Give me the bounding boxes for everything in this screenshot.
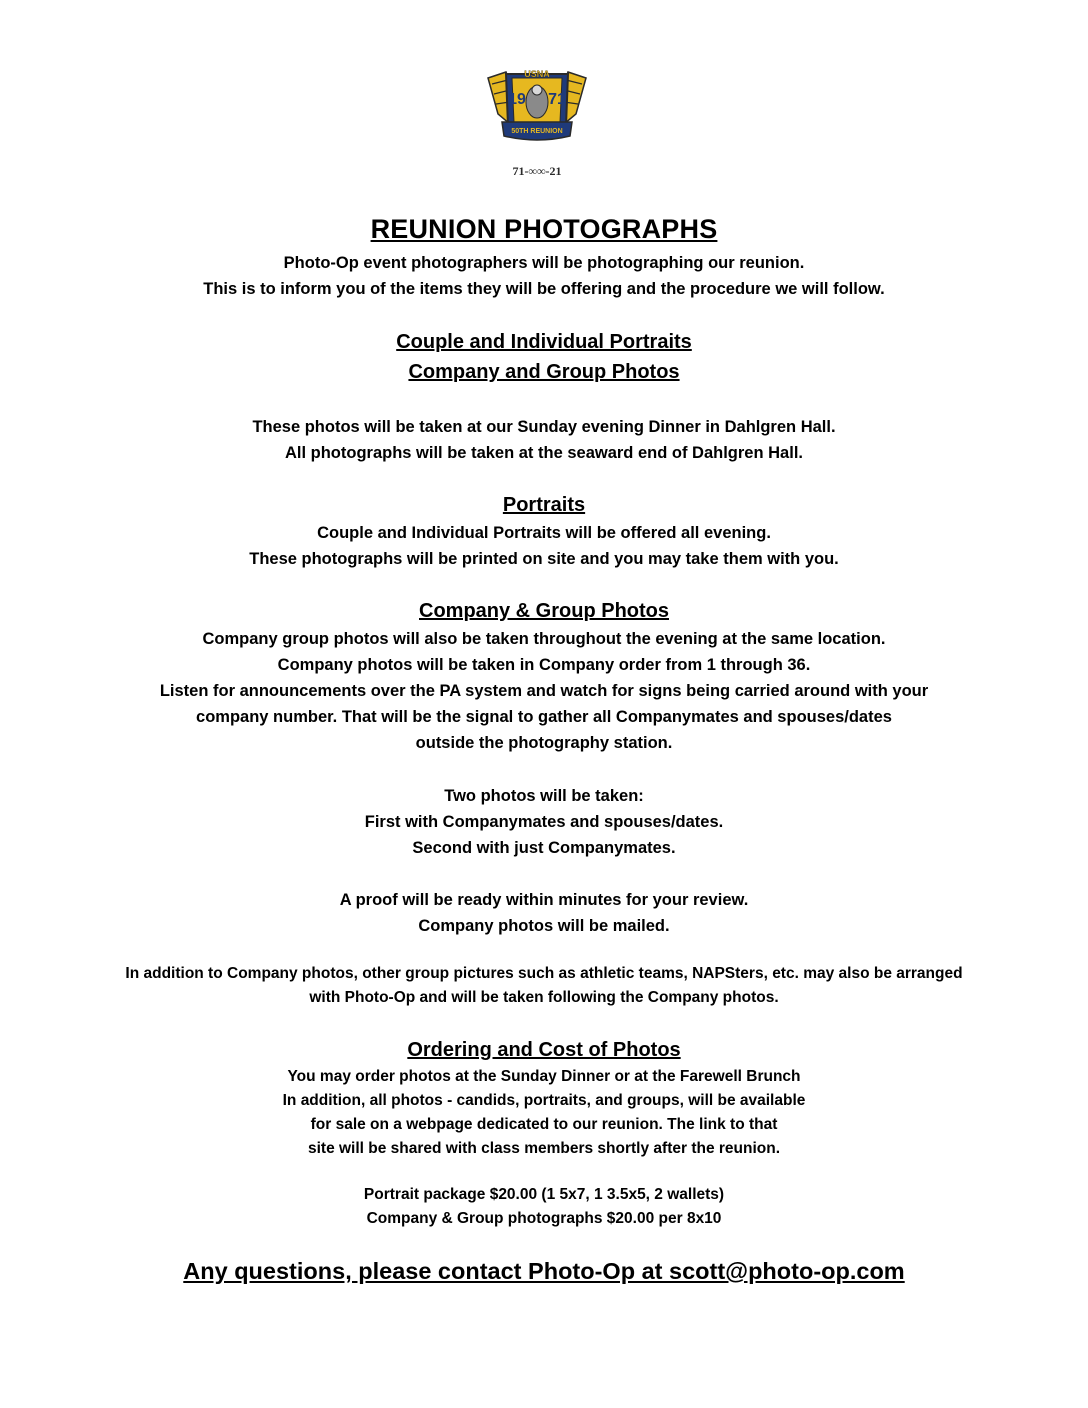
two-photos-line: Second with just Companymates. [412, 839, 676, 857]
price-line: Portrait package $20.00 (1 5x7, 1 3.5x5, 2 wallets) [363, 1186, 725, 1203]
ordering-line: You may order photos at the Sunday Dinner or at the Farewell Brunch [287, 1068, 801, 1085]
price-line: Company & Group photographs $20.00 per 8x10 [366, 1210, 722, 1227]
two-photos-line: First with Companymates and spouses/dates. [364, 813, 724, 831]
intro-line: Photo-Op event photographers will be photographing our reunion. [283, 254, 805, 272]
company-line: Company group photos will also be taken throughout the evening at the same location. [202, 630, 886, 648]
ordering-line: for sale on a webpage dedicated to our reunion. The link to that [310, 1116, 778, 1133]
intro-line: This is to inform you of the items they will be offering and the procedure we will follow. [203, 280, 885, 298]
logo-banner-text: 50TH REUNION [511, 128, 563, 135]
section-headings [0, 327, 1088, 387]
addition-paragraph [0, 962, 1088, 1010]
company-line: Listen for announcements over the PA system and watch for signs being carried around with your [159, 682, 929, 700]
location-paragraph [0, 414, 1088, 466]
portraits-paragraph [0, 520, 1088, 572]
ordering-line: In addition, all photos - candids, portraits, and groups, will be available [282, 1092, 806, 1109]
logo-year-right: 71 [548, 91, 566, 108]
heading-ordering: Ordering and Cost of Photos [407, 1039, 681, 1061]
heading-company-group-photos: Company & Group Photos [419, 600, 669, 622]
portraits-line: These photographs will be printed on site and you may take them with you. [249, 550, 839, 568]
proof-line: A proof will be ready within minutes for your review. [339, 891, 749, 909]
ordering-line: site will be shared with class members shortly after the reunion. [307, 1140, 781, 1157]
addition-line: In addition to Company photos, other group pictures such as athletic teams, NAPSters, etc. may also be arranged [125, 965, 963, 982]
two-photos-line: Two photos will be taken: [444, 787, 644, 805]
prices-paragraph [0, 1183, 1088, 1231]
location-line: These photos will be taken at our Sunday evening Dinner in Dahlgren Hall. [252, 418, 836, 436]
portraits-line: Couple and Individual Portraits will be offered all evening. [317, 524, 771, 542]
intro-paragraph [0, 250, 1088, 302]
location-line: All photographs will be taken at the seaward end of Dahlgren Hall. [284, 444, 803, 462]
company-line: outside the photography station. [415, 734, 673, 752]
company-line: company number. That will be the signal to gather all Companymates and spouses/dates [196, 708, 892, 726]
company-line: Company photos will be taken in Company order from 1 through 36. [277, 656, 811, 674]
two-photos-paragraph [0, 783, 1088, 861]
logo-bottom-text: 71-∞∞-21 [512, 164, 562, 178]
contact-line: Any questions, please contact Photo-Op at scott@photo-op.com [183, 1258, 905, 1284]
heading-couple-portraits: Couple and Individual Portraits [396, 331, 692, 353]
logo-year-left: 19 [508, 91, 526, 108]
addition-line: with Photo-Op and will be taken following the Company photos. [309, 989, 779, 1006]
proof-paragraph [0, 887, 1088, 939]
logo-usna-text: USNA [524, 69, 550, 79]
heading-portraits: Portraits [502, 494, 586, 516]
heading-company-group: Company and Group Photos [408, 361, 680, 383]
ordering-paragraph [0, 1065, 1088, 1161]
company-paragraph [0, 626, 1088, 756]
page-title: REUNION PHOTOGRAPHS [370, 214, 718, 244]
proof-line: Company photos will be mailed. [418, 917, 670, 935]
usna-reunion-logo [484, 64, 590, 180]
